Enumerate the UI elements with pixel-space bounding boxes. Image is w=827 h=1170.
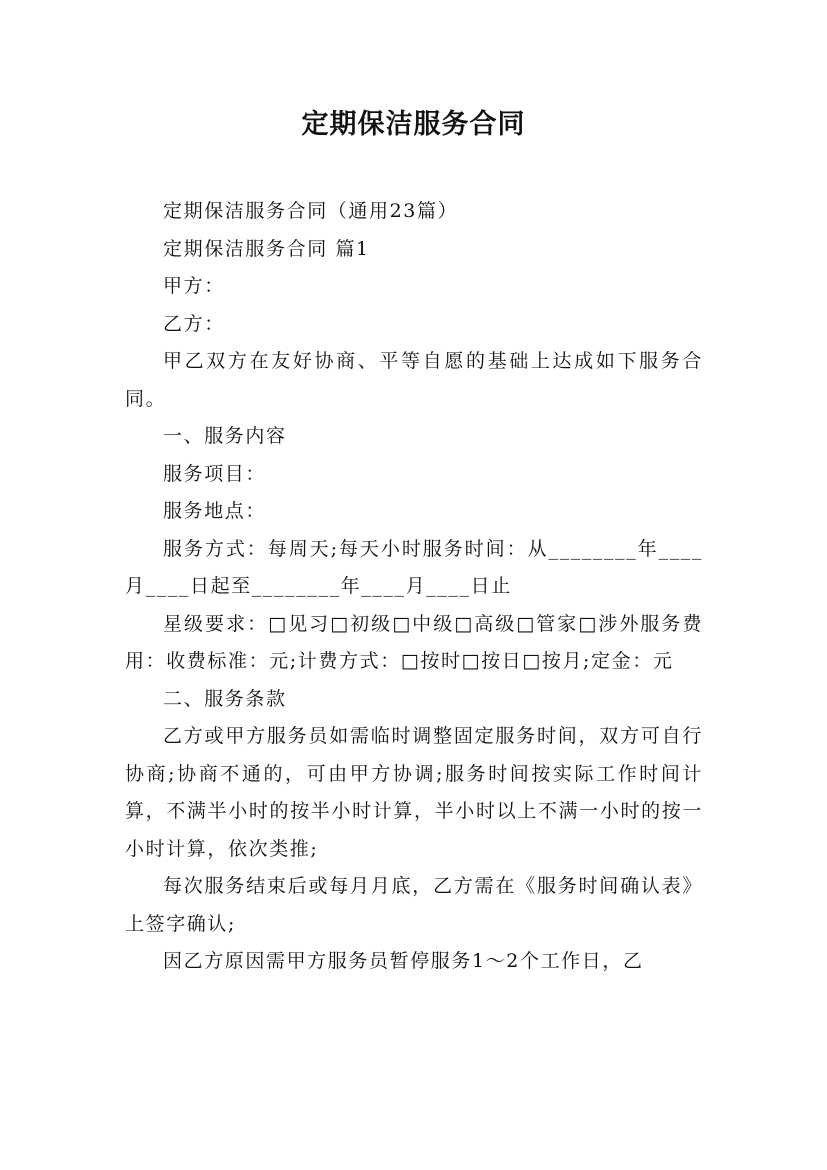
paragraph-service-location: 服务地点：	[163, 500, 267, 522]
paragraph-star-level: 星级要求：□见习□初级□中级□高级□管家□涉外服务费用：收费标准：元;计费方式：□按时□按日□按月;定金：元	[125, 612, 703, 672]
paragraph-party-a: 甲方：	[163, 275, 225, 297]
paragraph-confirmation: 每次服务结束后或每月月底，乙方需在《服务时间确认表》上签字确认;	[125, 875, 703, 935]
paragraph-section-heading: 定期保洁服务合同 篇1	[163, 237, 370, 260]
document-body	[125, 193, 703, 981]
heading-service-terms: 二、服务条款	[163, 687, 287, 710]
paragraph-suspension: 因乙方原因需甲方服务员暂停服务1～2个工作日，乙	[163, 950, 644, 972]
paragraph-service-method: 服务方式：每周天;每天小时服务时间：从________年____月____日起至________年____月____日止	[125, 537, 703, 597]
paragraph-subtitle: 定期保洁服务合同（通用23篇）	[163, 200, 459, 222]
paragraph-service-item: 服务项目：	[163, 462, 267, 485]
paragraph-party-b: 乙方：	[163, 312, 225, 335]
document-title: 定期保洁服务合同	[301, 109, 526, 140]
paragraph-preamble: 甲乙双方在友好协商、平等自愿的基础上达成如下服务合同。	[125, 350, 703, 410]
heading-service-content: 一、服务内容	[163, 425, 287, 447]
paragraph-time-adjustment: 乙方或甲方服务员如需临时调整固定服务时间，双方可自行协商;协商不通的，可由甲方协调;服务时间按实际工作时间计算，不满半小时的按半小时计算，半小时以上不满一小时的按一小时计算，依次类推;	[125, 725, 703, 860]
